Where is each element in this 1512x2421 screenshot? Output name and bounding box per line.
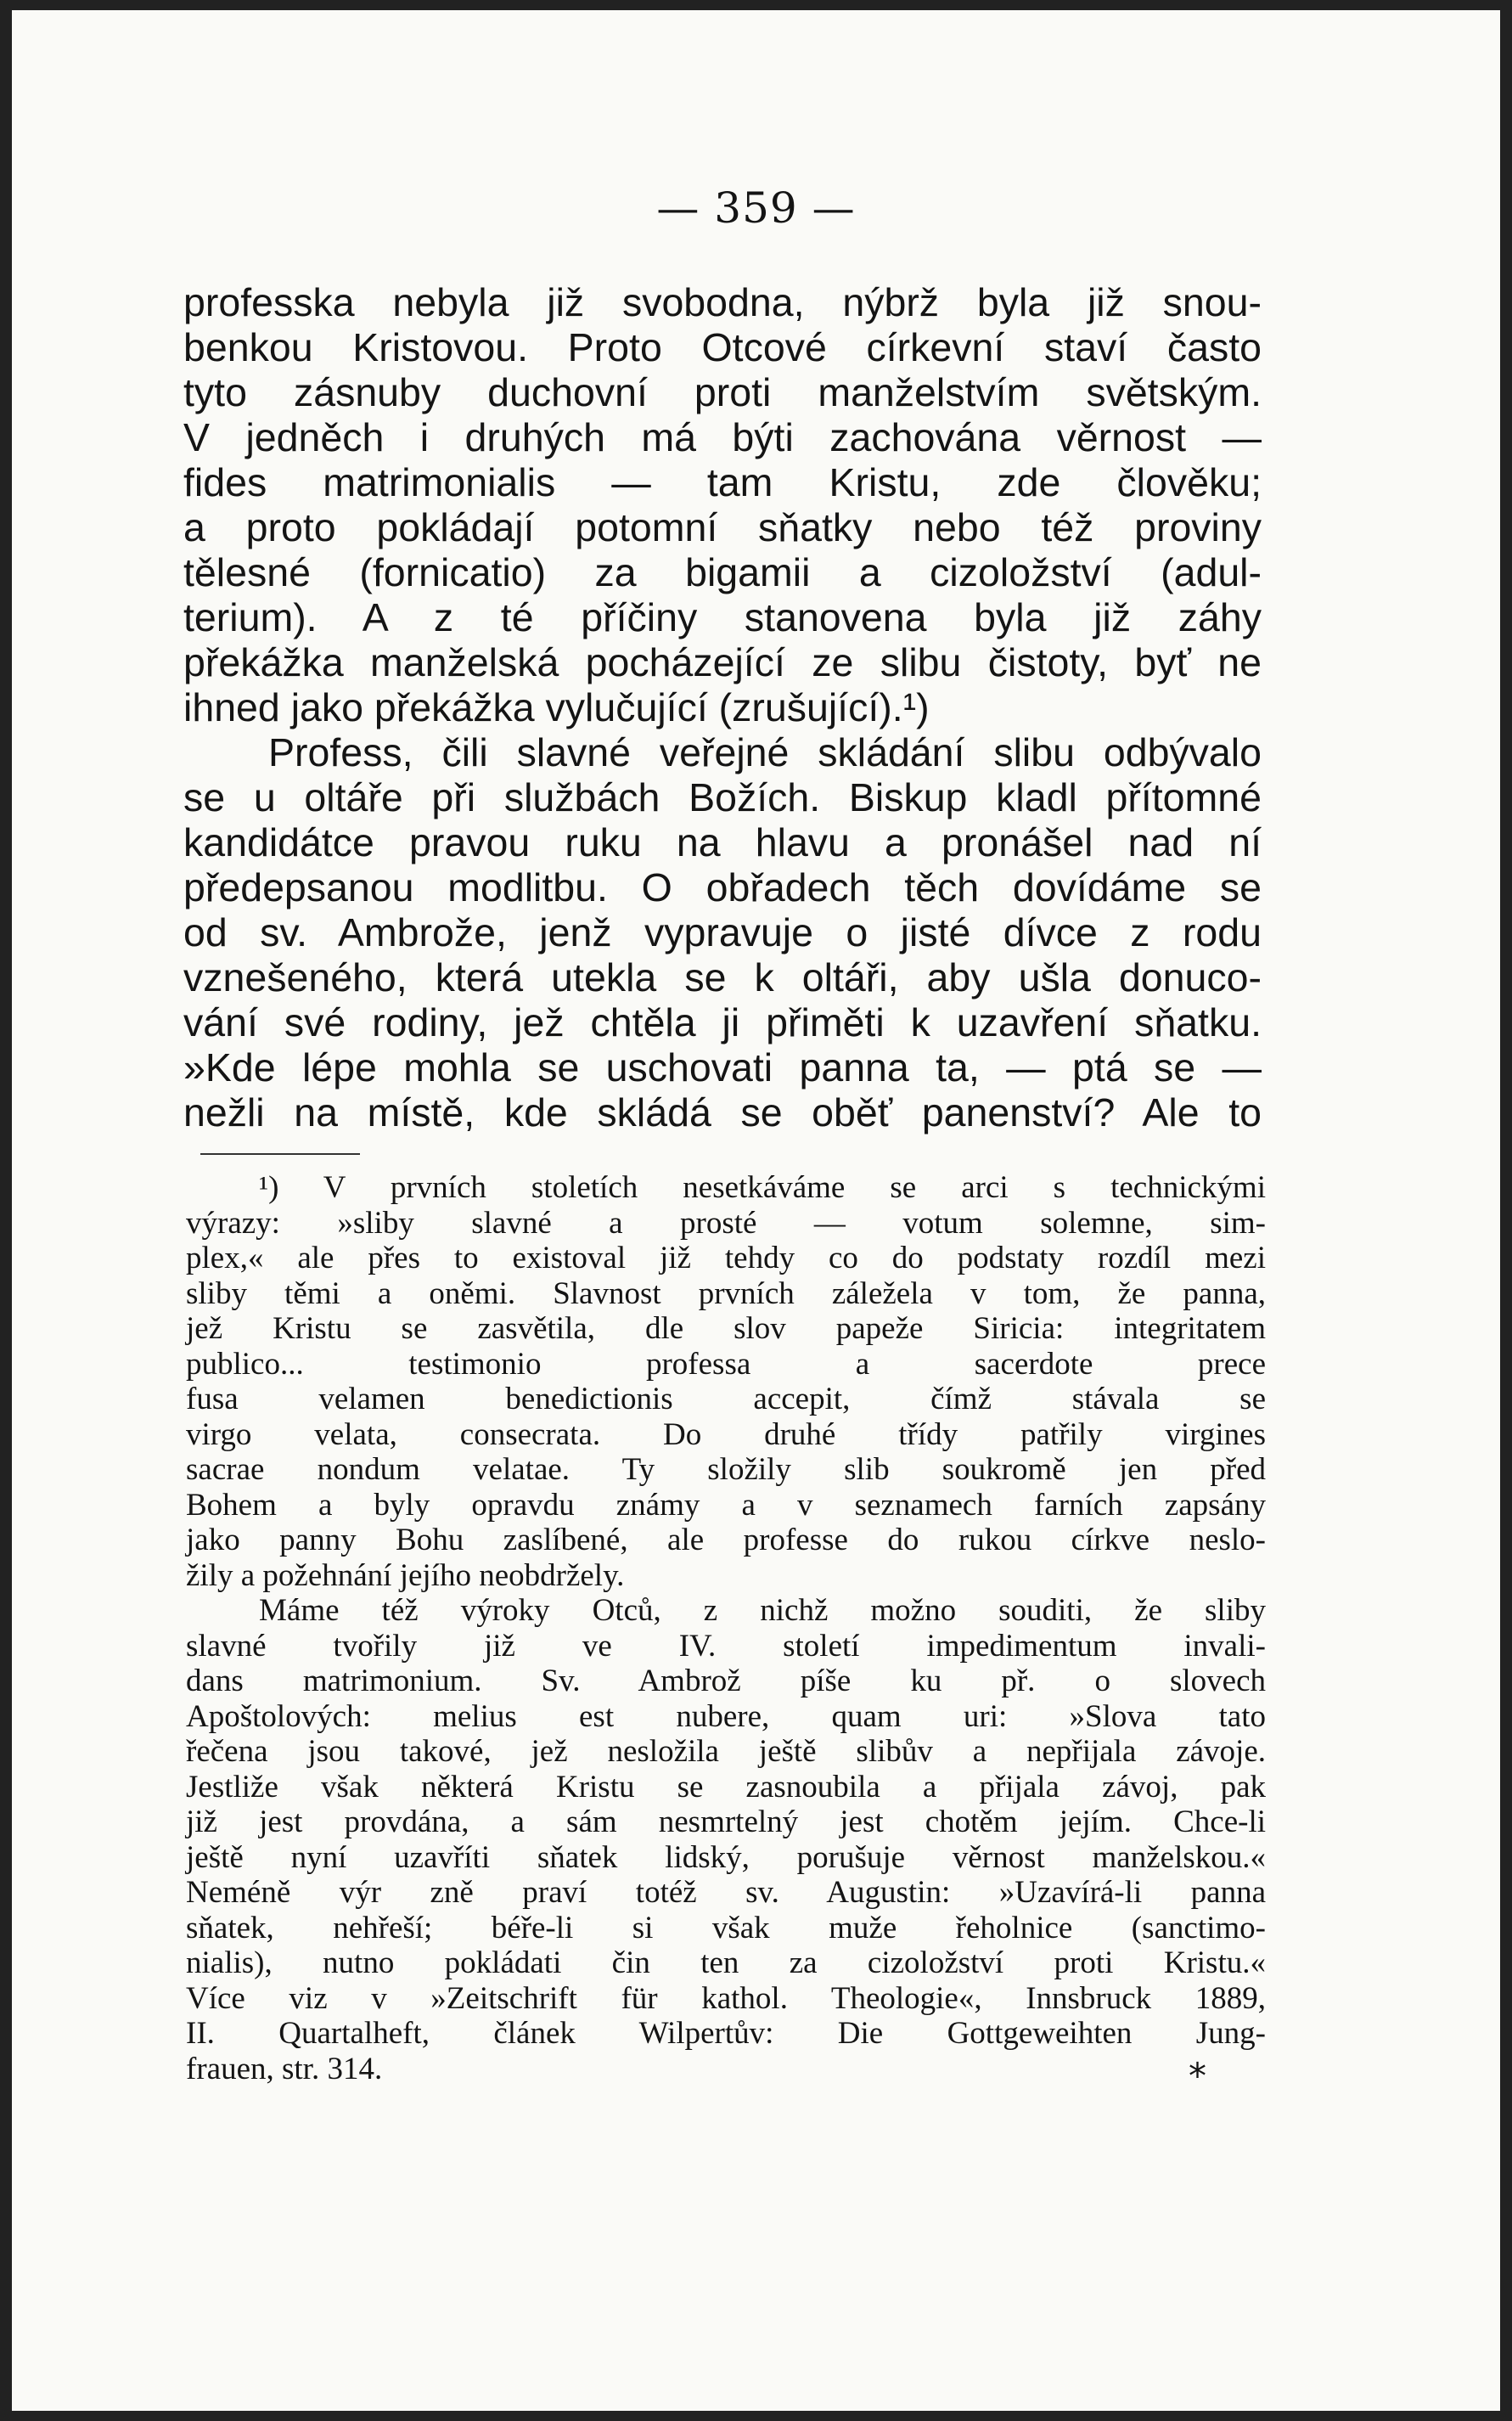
footnote-line: jako panny Bohu zaslíbené, ale professe do rukou církve neslo- [186,1523,1266,1557]
footnote-line: sliby těmi a oněmi. Slavnost prvních záležela v tom, že panna, [186,1275,1266,1311]
footnote-line: již jest provdána, a sám nesmrtelný jest chotěm jejím. Chce-li [186,1804,1266,1839]
footnote-line: Neméně výr zně praví totéž sv. Augustin: »Uzavírá-li panna [186,1875,1266,1910]
footnote-line: ještě nyní uzavříti sňatek lidský, porušuje věrnost manželskou.« [186,1839,1266,1875]
main-text [183,280,1262,1135]
footnote-line: sacrae nondum velatae. Ty složily slib soukromě jen před [186,1452,1266,1487]
text-line: »Kde lépe mohla se uschovati panna ta, — ptá se — [183,1045,1262,1089]
footnote-line: jež Kristu se zasvětila, dle slov papeže Siricia: integritatem [186,1311,1266,1346]
footnote-line: Jestliže však některá Kristu se zasnoubila a přijala závoj, pak [186,1769,1266,1804]
text-line: ihned jako překážka vylučující (zrušující).¹) [183,685,930,729]
page-number: — 359 — [656,183,856,233]
footnote-line: sňatek, nehřeší; béře-li si však muže řeholnice (sanctimo- [186,1910,1266,1945]
footnote-line: ¹) V prvních stoletích nesetkáváme se arci s technickými [259,1170,1266,1205]
footnote-line: Apoštolových: melius est nubere, quam uri: »Slova tato [186,1698,1266,1734]
text-line: kandidátce pravou ruku na hlavu a pronášel nad ní [183,820,1262,864]
text-line: nežli na místě, kde skládá se oběť panenství? Ale to [183,1090,1262,1134]
text-line: vznešeného, která utekla se k oltáři, aby ušla donuco- [183,955,1262,999]
text-line: fides matrimonialis — tam Kristu, zde člověku; [183,460,1262,504]
footnote-line: nialis), nutno pokládati čin ten za cizoložství proti Kristu.« [186,1945,1266,1980]
footnote-line: výrazy: »sliby slavné a prosté — votum solemne, sim- [186,1205,1266,1241]
footnote-line: řečena jsou takové, jež nesložila ještě slibův a nepřijala závoje. [186,1734,1266,1769]
text-line: V jedněch i druhých má býti zachována věrnost — [183,415,1262,459]
text-line: Profess, čili slavné veřejné skládání slibu odbývalo [268,730,1262,774]
footnote-line: publico... testimonio professa a sacerdote prece [186,1346,1266,1382]
text-line: a proto pokládají potomní sňatky nebo též proviny [183,505,1262,549]
text-line: professka nebyla již svobodna, nýbrž byla již snou- [183,280,1262,324]
footnote-line: slavné tvořily již ve IV. století impedimentum invali- [186,1628,1266,1664]
signature-mark: * [1189,2055,1206,2097]
book-page [12,10,1500,2411]
text-line: předepsanou modlitbu. O obřadech těch dovídáme se [183,865,1262,909]
text-line: tělesné (fornicatio) za bigamii a cizoložství (adul- [183,550,1262,594]
footnote-line: žily a požehnání jejího neobdržely. [186,1557,625,1593]
text-line: benkou Kristovou. Proto Otcové církevní staví často [183,325,1262,369]
footnote-line: plex,« ale přes to existoval již tehdy co do podstaty rozdíl mezi [186,1241,1266,1275]
footnote-line: frauen, str. 314. [186,2051,383,2086]
footnote-line: dans matrimonium. Sv. Ambrož píše ku př. o slovech [186,1664,1266,1698]
footnote-divider [200,1153,360,1155]
footnote-line: II. Quartalheft, článek Wilpertův: Die Gottgeweihten Jung- [186,2016,1266,2051]
text-line: vání své rodiny, jež chtěla ji přiměti k uzavření sňatku. [183,1000,1262,1044]
footnote-line: Více viz v »Zeitschrift für kathol. Theologie«, Innsbruck 1889, [186,1980,1266,2016]
text-line: od sv. Ambrože, jenž vypravuje o jisté dívce z rodu [183,910,1262,954]
footnote-line: fusa velamen benedictionis accepit, čímž stávala se [186,1382,1266,1416]
footnote [186,1170,1266,2086]
footnote-line: Bohem a byly opravdu známy a v seznamech farních zapsány [186,1487,1266,1523]
text-line: tyto zásnuby duchovní proti manželstvím světským. [183,370,1262,414]
text-line: se u oltáře při službách Božích. Biskup kladl přítomné [183,775,1262,819]
text-line: terium). A z té příčiny stanovena byla již záhy [183,595,1262,639]
footnote-line: Máme též výroky Otců, z nichž možno souditi, že sliby [259,1593,1266,1628]
footnote-line: virgo velata, consecrata. Do druhé třídy patřily virgines [186,1416,1266,1452]
text-line: překážka manželská pocházející ze slibu čistoty, byť ne [183,640,1262,684]
